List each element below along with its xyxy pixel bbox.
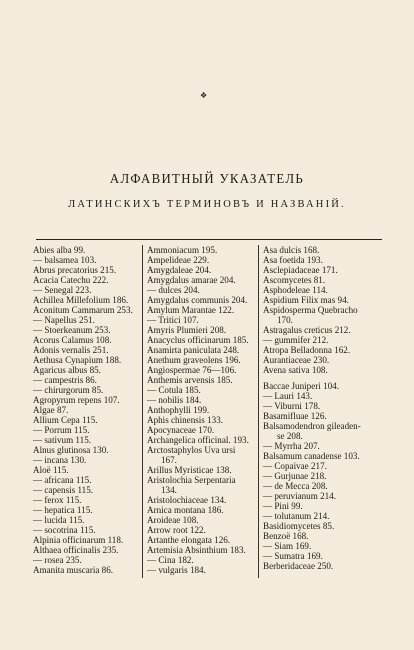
index-entry: — hepatica 115. — [33, 505, 93, 515]
index-entry: — Pini 99. — [263, 501, 303, 511]
index-entry: Angiospermae 76—106. — [147, 365, 237, 375]
index-entry: Asa foetida 193. — [263, 255, 323, 265]
index-entry: — campestris 86. — [33, 375, 97, 385]
index-entry: — ferox 115. — [33, 495, 82, 505]
index-entry: Achillea Millefolium 186. — [33, 295, 129, 305]
index-entry: — gummifer 212. — [263, 335, 329, 345]
index-entry: Abrus precatorius 215. — [33, 265, 117, 275]
index-entry: Berberidaceae 250. — [263, 561, 334, 571]
index-entry: Asa dulcis 168. — [263, 245, 320, 255]
page-subtitle: ЛАТИНСКИХЪ ТЕРМИНОВЪ И НАЗВАНІЙ. — [68, 199, 346, 210]
index-entry: Aphis chinensis 133. — [147, 415, 224, 425]
index-entry: — chirurgorum 85. — [33, 385, 104, 395]
index-entry: 167. — [161, 455, 177, 465]
index-entry: Benzoë 168. — [263, 531, 309, 541]
index-entry: Basidiomycetes 85. — [263, 521, 335, 531]
index-entry: — de Mecca 208. — [263, 481, 328, 491]
index-entry: Amanita muscaria 86. — [33, 565, 114, 575]
index-entry: — socotrina 115. — [33, 525, 96, 535]
index-entry: — capensis 115. — [33, 485, 94, 495]
index-entry: 134. — [161, 485, 177, 495]
index-entry: Artanthe elongata 126. — [147, 535, 231, 545]
index-entry: Abies alba 99. — [33, 245, 86, 255]
index-entry: — Sumatra 169. — [263, 551, 323, 561]
index-entry: Ascomycetes 81. — [263, 275, 326, 285]
index-entry: Amyris Plumieri 208. — [147, 325, 227, 335]
index-entry: Anamirta paniculata 248. — [147, 345, 240, 355]
index-entry: — Stoerkeanum 253. — [33, 325, 111, 335]
index-entry: Anthemis arvensis 185. — [147, 375, 233, 385]
index-entry: Acacia Catechu 222. — [33, 275, 109, 285]
index-entry: — Gurjunae 218. — [263, 471, 327, 481]
index-entry: — Porrum 115. — [33, 425, 90, 435]
index-entry: se 208. — [277, 431, 303, 441]
index-entry: Aroideae 108. — [147, 515, 199, 525]
index-entry: Amygdalus amarae 204. — [147, 275, 236, 285]
index-entry: — Siam 169. — [263, 541, 312, 551]
index-entry: — tolutanum 214. — [263, 511, 330, 521]
index-entry: Acorus Calamus 108. — [33, 335, 112, 345]
index-entry: Artemisia Absinthium 183. — [147, 545, 246, 555]
index-entry: Aethusa Cynapium 188. — [33, 355, 122, 365]
index-entry: Aspidosperma Quebracho — [263, 305, 358, 315]
index-entry: — sativum 115. — [33, 435, 92, 445]
index-entry: — incana 130. — [33, 455, 87, 465]
index-entry: — dulces 204. — [147, 285, 200, 295]
index-entry: — Viburni 178. — [263, 401, 321, 411]
index-entry: Aconitum Cammarum 253. — [33, 305, 133, 315]
index-column-3 — [263, 245, 382, 571]
index-entry: Arrow root 122. — [147, 525, 206, 535]
index-column-1 — [33, 245, 137, 575]
index-column-2 — [147, 245, 260, 575]
index-entry: Amygdaleae 204. — [147, 265, 212, 275]
ornament-mark: ❖ — [200, 91, 208, 100]
index-entry: Ammoniacum 195. — [147, 245, 218, 255]
index-entry: Amylum Marantae 122. — [147, 305, 235, 315]
index-entry: Aristolochia Serpentaria — [147, 475, 236, 485]
index-entry: — peruvianum 214. — [263, 491, 336, 501]
index-entry: — Napellus 251. — [33, 315, 95, 325]
page-title: АЛФАВИТНЫЙ УКАЗАТЕЛЬ — [109, 171, 305, 186]
index-entry: — Cotula 185. — [147, 385, 201, 395]
header-rule — [36, 239, 382, 240]
index-entry: Aristolochiaceae 134. — [147, 495, 227, 505]
index-entry: Basamifluae 126. — [263, 411, 327, 421]
index-entry: Astragalus creticus 212. — [263, 325, 351, 335]
index-entry: Althaea officinalis 235. — [33, 545, 119, 555]
index-entry: — africana 115. — [33, 475, 92, 485]
index-entry: Arillus Myristicae 138. — [147, 465, 232, 475]
index-entry: — vulgaris 184. — [147, 565, 206, 575]
index-entry: Atropa Belladonna 162. — [263, 345, 351, 355]
index-entry: — Senegal 223. — [33, 285, 92, 295]
index-entry: — Myrrha 207. — [263, 441, 320, 451]
index-entry: Alpinia officinarum 118. — [33, 535, 124, 545]
index-entry: Anacyclus officinarum 185. — [147, 335, 249, 345]
index-entry: — balsamea 103. — [33, 255, 97, 265]
index-entry: Anethum graveolens 196. — [147, 355, 241, 365]
index-entry: Apocynaceae 170. — [147, 425, 215, 435]
index-entry: Arctostaphylos Uva ursi — [147, 445, 236, 455]
index-entry: Arnica montana 186. — [147, 505, 224, 515]
index-entry: Allium Cepa 115. — [33, 415, 98, 425]
index-entry: Alnus glutinosa 130. — [33, 445, 109, 455]
index-entry: 170. — [277, 315, 293, 325]
index-entry: — nobilis 184. — [147, 395, 202, 405]
index-entry: Agropyrum repens 107. — [33, 395, 120, 405]
index-entry: Aloë 115. — [33, 465, 69, 475]
index-entry: Asphodeleae 114. — [263, 285, 328, 295]
index-entry: Algae 87. — [33, 405, 69, 415]
index-entry: Baccae Juniperi 104. — [263, 381, 340, 391]
index-entry: — lucida 115. — [33, 515, 85, 525]
index-entry: Archangelica officinal. 193. — [147, 435, 249, 445]
index-entry: Adonis vernalis 251. — [33, 345, 109, 355]
column-divider — [258, 245, 259, 578]
index-entry: — Cina 182. — [147, 555, 194, 565]
column-divider — [142, 245, 143, 578]
index-entry: Asclepiadaceae 171. — [263, 265, 338, 275]
index-entry: Aspidium Filix mas 94. — [263, 295, 349, 305]
index-entry: Anthophylli 199. — [147, 405, 210, 415]
index-entry: Balsamum canadense 103. — [263, 451, 360, 461]
index-entry: — rosea 235. — [33, 555, 82, 565]
index-entry: Agaricus albus 85. — [33, 365, 101, 375]
index-entry: — Tritici 107. — [147, 315, 199, 325]
index-entry: Amygdalus communis 204. — [147, 295, 248, 305]
index-entry: — Copaivae 217. — [263, 461, 327, 471]
index-entry: Avena sativa 108. — [263, 365, 328, 375]
index-entry: Aurantiaceae 230. — [263, 355, 330, 365]
index-entry: Balsamodendron gileaden- — [263, 421, 361, 431]
index-entry: — Lauri 143. — [263, 391, 313, 401]
index-entry: Ampelideae 229. — [147, 255, 210, 265]
